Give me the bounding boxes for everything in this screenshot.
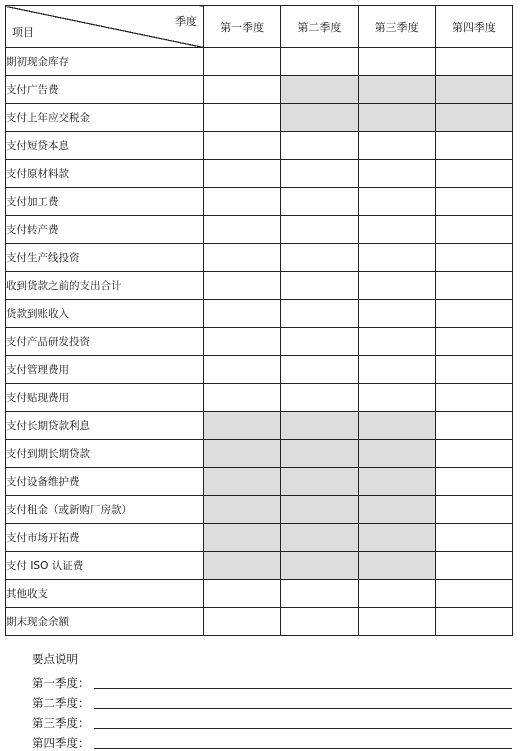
input-cell-q2[interactable] [281, 216, 358, 244]
row-label: 支付 ISO 认证费 [6, 552, 204, 580]
input-cell-q2[interactable] [281, 48, 358, 76]
input-cell-q4[interactable] [435, 48, 512, 76]
shaded-cell-q2 [281, 524, 358, 552]
table-row [6, 328, 513, 356]
input-cell-q4[interactable] [435, 580, 512, 608]
input-cell-q4[interactable] [435, 216, 512, 244]
shaded-cell-q3 [358, 468, 435, 496]
input-cell-q2[interactable] [281, 272, 358, 300]
input-cell-q1[interactable] [204, 580, 281, 608]
input-cell-q2[interactable] [281, 160, 358, 188]
table-row [6, 384, 513, 412]
row-label: 支付生产线投资 [6, 244, 204, 272]
input-cell-q1[interactable] [204, 48, 281, 76]
shaded-cell-q1 [204, 524, 281, 552]
row-label: 支付贴现费用 [6, 384, 204, 412]
quarter-header-2: 第二季度 [281, 6, 358, 48]
note-input-line[interactable] [94, 707, 513, 709]
input-cell-q1[interactable] [204, 328, 281, 356]
note-label: 第四季度： [32, 736, 90, 750]
input-cell-q4[interactable] [435, 160, 512, 188]
input-cell-q4[interactable] [435, 524, 512, 552]
shaded-cell-q2 [281, 76, 358, 104]
row-label: 支付长期贷款利息 [6, 412, 204, 440]
note-input-line[interactable] [94, 727, 513, 729]
row-label: 支付广告费 [6, 76, 204, 104]
shaded-cell-q2 [281, 552, 358, 580]
table-row [6, 524, 513, 552]
input-cell-q1[interactable] [204, 216, 281, 244]
table-row [6, 552, 513, 580]
input-cell-q4[interactable] [435, 188, 512, 216]
row-label: 支付管理费用 [6, 356, 204, 384]
input-cell-q4[interactable] [435, 496, 512, 524]
shaded-cell-q2 [281, 440, 358, 468]
input-cell-q2[interactable] [281, 356, 358, 384]
table-row [6, 412, 513, 440]
input-cell-q1[interactable] [204, 608, 281, 636]
notes-title: 要点说明 [32, 652, 78, 666]
table-row [6, 608, 513, 636]
table-row [6, 300, 513, 328]
shaded-cell-q1 [204, 440, 281, 468]
input-cell-q1[interactable] [204, 244, 281, 272]
row-label: 期初现金库存 [6, 48, 204, 76]
input-cell-q3[interactable] [358, 48, 435, 76]
input-cell-q1[interactable] [204, 300, 281, 328]
input-cell-q2[interactable] [281, 244, 358, 272]
input-cell-q3[interactable] [358, 384, 435, 412]
corner-quarter-label: 季度 [175, 15, 197, 28]
row-label: 支付上年应交税金 [6, 104, 204, 132]
row-label: 支付市场开拓费 [6, 524, 204, 552]
note-input-line[interactable] [94, 747, 513, 749]
note-line-q1 [32, 671, 512, 691]
shaded-cell-q3 [358, 104, 435, 132]
shaded-cell-q3 [358, 552, 435, 580]
shaded-cell-q3 [358, 440, 435, 468]
row-label: 其他收支 [6, 580, 204, 608]
key-notes [32, 650, 512, 751]
table-row [6, 132, 513, 160]
input-cell-q3[interactable] [358, 328, 435, 356]
shaded-cell-q2 [281, 104, 358, 132]
input-cell-q1[interactable] [204, 160, 281, 188]
table-row [6, 216, 513, 244]
row-label: 支付设备维护费 [6, 468, 204, 496]
row-label: 支付产品研发投资 [6, 328, 204, 356]
row-label: 支付租金（或新购厂房款） [6, 496, 204, 524]
cash-flow-table [5, 5, 513, 636]
input-cell-q2[interactable] [281, 608, 358, 636]
table-row [6, 580, 513, 608]
shaded-cell-q3 [358, 412, 435, 440]
row-label: 支付转产费 [6, 216, 204, 244]
input-cell-q2[interactable] [281, 132, 358, 160]
row-label: 支付到期长期贷款 [6, 440, 204, 468]
table-row [6, 272, 513, 300]
shaded-cell-q4 [435, 104, 512, 132]
corner-header [6, 6, 204, 48]
input-cell-q3[interactable] [358, 244, 435, 272]
row-label: 支付原材料款 [6, 160, 204, 188]
quarter-header-1: 第一季度 [204, 6, 281, 48]
input-cell-q1[interactable] [204, 356, 281, 384]
input-cell-q2[interactable] [281, 188, 358, 216]
input-cell-q4[interactable] [435, 468, 512, 496]
table-row [6, 188, 513, 216]
shaded-cell-q4 [435, 76, 512, 104]
table-row [6, 244, 513, 272]
input-cell-q4[interactable] [435, 384, 512, 412]
input-cell-q4[interactable] [435, 272, 512, 300]
table-row [6, 48, 513, 76]
row-label: 支付短贷本息 [6, 132, 204, 160]
input-cell-q4[interactable] [435, 440, 512, 468]
shaded-cell-q1 [204, 412, 281, 440]
shaded-cell-q2 [281, 412, 358, 440]
note-label: 第三季度： [32, 716, 90, 730]
note-line-q4 [32, 731, 512, 751]
shaded-cell-q1 [204, 496, 281, 524]
input-cell-q1[interactable] [204, 384, 281, 412]
input-cell-q4[interactable] [435, 356, 512, 384]
note-label: 第一季度： [32, 676, 90, 690]
corner-item-label: 项目 [12, 26, 34, 39]
input-cell-q3[interactable] [358, 580, 435, 608]
input-cell-q3[interactable] [358, 132, 435, 160]
table-row [6, 104, 513, 132]
note-label: 第二季度： [32, 696, 90, 710]
input-cell-q3[interactable] [358, 188, 435, 216]
input-cell-q1[interactable] [204, 188, 281, 216]
input-cell-q1[interactable] [204, 76, 281, 104]
table-row [6, 76, 513, 104]
shaded-cell-q3 [358, 524, 435, 552]
header-row [6, 6, 513, 48]
input-cell-q2[interactable] [281, 384, 358, 412]
note-line-q3 [32, 711, 512, 731]
input-cell-q2[interactable] [281, 328, 358, 356]
shaded-cell-q2 [281, 468, 358, 496]
input-cell-q1[interactable] [204, 132, 281, 160]
row-label: 收到货款之前的支出合计 [6, 272, 204, 300]
table-body [6, 48, 513, 636]
input-cell-q3[interactable] [358, 300, 435, 328]
input-cell-q4[interactable] [435, 608, 512, 636]
row-label: 支付加工费 [6, 188, 204, 216]
shaded-cell-q1 [204, 552, 281, 580]
input-cell-q4[interactable] [435, 412, 512, 440]
row-label: 期末现金余额 [6, 608, 204, 636]
input-cell-q1[interactable] [204, 272, 281, 300]
shaded-cell-q1 [204, 468, 281, 496]
shaded-cell-q3 [358, 496, 435, 524]
input-cell-q3[interactable] [358, 272, 435, 300]
table-row [6, 468, 513, 496]
input-cell-q3[interactable] [358, 356, 435, 384]
table-row [6, 356, 513, 384]
input-cell-q3[interactable] [358, 160, 435, 188]
input-cell-q4[interactable] [435, 300, 512, 328]
note-line-q2 [32, 691, 512, 711]
input-cell-q4[interactable] [435, 132, 512, 160]
input-cell-q1[interactable] [204, 104, 281, 132]
shaded-cell-q2 [281, 496, 358, 524]
input-cell-q3[interactable] [358, 216, 435, 244]
note-input-line[interactable] [94, 687, 513, 689]
input-cell-q4[interactable] [435, 552, 512, 580]
input-cell-q4[interactable] [435, 328, 512, 356]
input-cell-q4[interactable] [435, 244, 512, 272]
shaded-cell-q3 [358, 76, 435, 104]
quarter-header-3: 第三季度 [358, 6, 435, 48]
input-cell-q3[interactable] [358, 608, 435, 636]
table-row [6, 496, 513, 524]
input-cell-q2[interactable] [281, 580, 358, 608]
table-row [6, 160, 513, 188]
table-row [6, 440, 513, 468]
row-label: 货款到账收入 [6, 300, 204, 328]
quarter-header-4: 第四季度 [435, 6, 512, 48]
input-cell-q2[interactable] [281, 300, 358, 328]
